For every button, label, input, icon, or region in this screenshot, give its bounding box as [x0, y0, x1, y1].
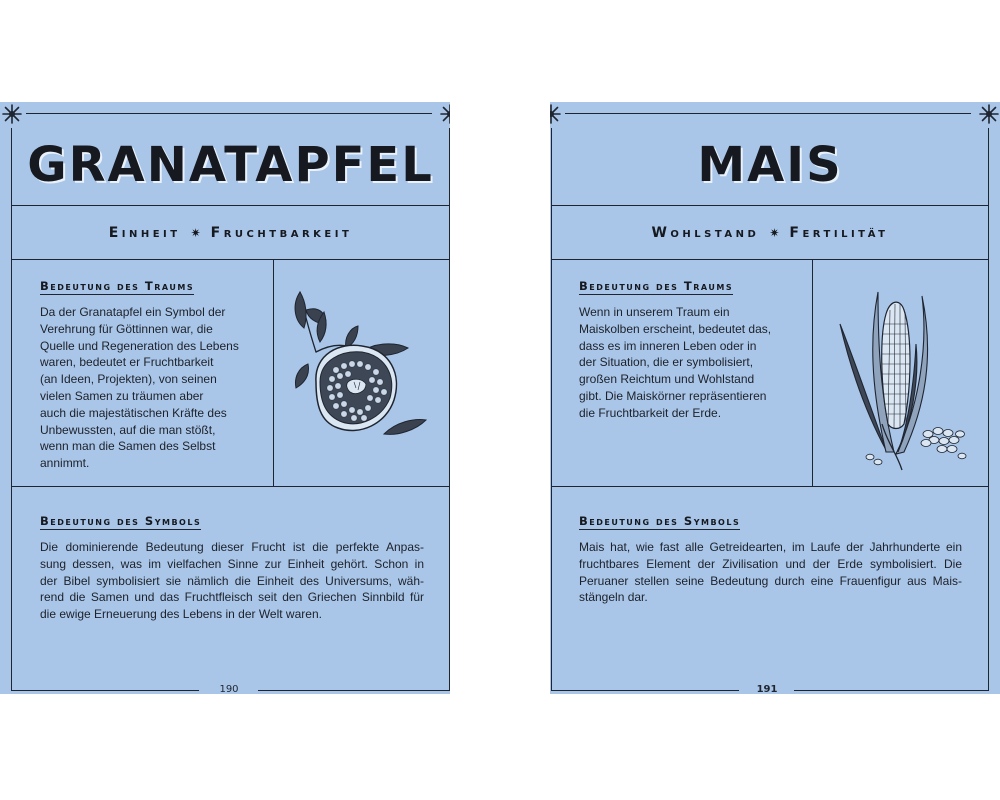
- symbol-text: Die dominierende Bedeutung dieser Frucht ist die perfekte Anpas- sung dessen, was im vielfachen Sinne zur Einheit gehört. Schon in der Bibel symbolisiert sie nämlich die Einheit des Universums, wäh- rend die Samen und das Fruchtfleisch seit den Griechen Sinnbild für die ewige Erneuerung des Lebens in der Welt waren.: [40, 540, 424, 622]
- page-title: GRANATAPFEL: [27, 137, 434, 193]
- keyword: Fertilität: [789, 225, 889, 241]
- page-title: MAIS: [697, 137, 843, 193]
- keywords-bar: [12, 206, 449, 260]
- keywords-bar: [552, 206, 988, 260]
- star-ornament-icon: [2, 104, 22, 124]
- star-ornament-icon: [440, 104, 450, 124]
- left-page: [0, 102, 450, 694]
- bottom-rule-right: [258, 690, 450, 691]
- column-divider: [273, 259, 274, 486]
- corn-illustration: [830, 274, 980, 474]
- dream-heading: Bedeutung des Traums: [40, 279, 195, 293]
- star-ornament-icon: [550, 104, 561, 124]
- top-rule: [565, 113, 971, 114]
- keyword: Fruchtbarkeit: [210, 225, 353, 241]
- page-number: 190: [214, 684, 244, 694]
- keyword-separator-icon: ✷: [190, 226, 201, 240]
- dream-heading: Bedeutung des Traums: [579, 279, 734, 293]
- symbol-text: Mais hat, wie fast alle Getreidearten, im Laufe der Jahrhunderte ein fruchtbares Element der Zivilisation und der Erde symbolisiert. Die Peruaner stellen seine Bedeutung durch eine Frauenfigur aus Mais- stängeln dar.: [579, 540, 962, 605]
- dream-text: Da der Granatapfel ein Symbol der Verehrung für Göttinnen war, die Quelle und Regeneration des Lebens waren, bedeutet er Fruchtbarkeit (an Ideen, Projekten), von seinen vielen Samen zu träumen aber auch die majestätischen Kräfte des Unbewussten, auf die man stößt, wenn man die Samen des Selbst annimmt.: [40, 305, 239, 471]
- symbol-heading: Bedeutung des Symbols: [579, 514, 741, 528]
- star-ornament-icon: [979, 104, 999, 124]
- column-divider: [812, 259, 813, 486]
- divider: [11, 259, 450, 260]
- right-page: [550, 102, 1000, 694]
- symbol-heading: Bedeutung des Symbols: [40, 514, 202, 528]
- frame-right-rule: [988, 128, 989, 690]
- frame-right-rule: [449, 128, 450, 690]
- pomegranate-illustration: [286, 282, 436, 442]
- bottom-rule-left: [551, 690, 739, 691]
- keyword-separator-icon: ✷: [769, 226, 780, 240]
- bottom-rule-right: [794, 690, 989, 691]
- keyword: Einheit: [108, 225, 181, 241]
- page-number: 191: [752, 684, 782, 694]
- bottom-rule-left: [11, 690, 199, 691]
- divider: [551, 486, 989, 487]
- divider: [11, 486, 450, 487]
- divider: [551, 259, 989, 260]
- keyword: Wohlstand: [651, 225, 760, 241]
- top-rule: [26, 113, 432, 114]
- dream-text: Wenn in unserem Traum ein Maiskolben erscheint, bedeutet das, dass es im inneren Leben oder in der Situation, die er symbolisiert, großen Reichtum und Wohlstand gibt. Die Maiskörner repräsentieren die Fruchtbarkeit der Erde.: [579, 305, 772, 420]
